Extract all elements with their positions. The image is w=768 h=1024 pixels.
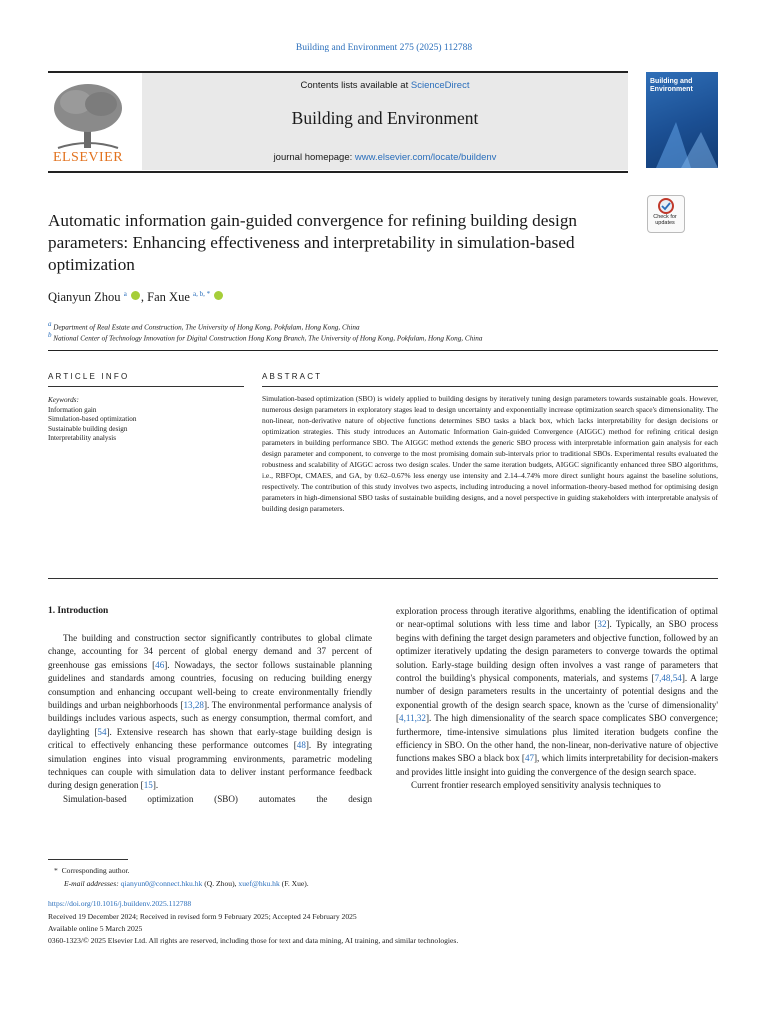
citation-link[interactable]: 47 <box>524 753 535 764</box>
keyword: Sustainable building design <box>48 424 128 433</box>
citation-link[interactable]: 46 <box>155 659 165 670</box>
citation-link[interactable]: 54 <box>97 726 107 737</box>
paragraph: Simulation-based optimization (SBO) automates the design <box>63 793 372 804</box>
journal-cover-thumbnail[interactable] <box>646 72 718 168</box>
affiliation-a: $^a$ Department of Real Estate and Construction, The University of Hong Kong, Pokfulam, Hong Kong, China <box>48 320 360 332</box>
email-link[interactable]: xuef@hku.hk <box>238 879 280 888</box>
email-link[interactable]: qianyun0@connect.hku.hk <box>120 879 203 888</box>
available-online-date: Available online 5 March 2025 <box>48 924 143 933</box>
citation-link[interactable]: 32 <box>597 619 607 630</box>
author-name[interactable]: Qianyun Zhou <box>48 290 121 305</box>
elsevier-wordmark: ELSEVIER <box>52 150 124 165</box>
orcid-icon[interactable] <box>214 291 223 300</box>
cover-art-icon <box>646 112 718 168</box>
author-affiliation-mark[interactable]: a <box>123 290 127 298</box>
orcid-icon[interactable] <box>131 291 140 300</box>
homepage-link[interactable]: www.elsevier.com/locate/buildenv <box>354 152 497 163</box>
paragraph: exploration process through iterative algorithms, enabling the identification of optimal or near-optimal solutions with less time and labor [32]. Typically, an SBO process begins with defining the target design parameters and objective function, followed by an optimizer iteratively updating the design parameters to converge towards the optimal solution. Early-stage building design often involves a vast range of parameters that control the building's physical components, materials, and systems [7,48,54]. A large number of design parameters results in the uncertainty of potential designs and the exponential growth of the design search space, known as the 'curse of dimensionality' [4,11,32]. The high dimensionality of the search space complicates SBO convergence; furthermore, time-intensive simulations plus limited iteration budgets confine the efficiency in SBO. On the other hand, the non-linear, non-derivative nature of objective functions makes SBO a black box [47], which limits interpretability for decision-makers and provides little insight into guiding the convergence of the design search space. <box>396 606 718 777</box>
author-affiliation-mark[interactable]: a, b, * <box>193 290 211 298</box>
body-column-right <box>396 605 718 793</box>
journal-citation[interactable]: Building and Environment 275 (2025) 112788 <box>295 43 473 53</box>
citation-link[interactable]: 7,48,54 <box>654 673 682 684</box>
section-heading: 1. Introduction <box>48 606 109 616</box>
paragraph: Current frontier research employed sensitivity analysis techniques to <box>411 780 661 791</box>
email-addresses: E-mail addresses: qianyun0@connect.hku.hk (Q. Zhou), xuef@hku.hk (F. Xue). <box>64 879 309 888</box>
keywords-label: Keywords: <box>48 396 79 404</box>
body-column-left <box>48 632 372 806</box>
divider <box>262 386 718 387</box>
keyword: Simulation-based optimization <box>48 415 137 424</box>
divider <box>48 578 718 579</box>
keyword: Information gain <box>48 406 97 414</box>
article-info-heading: ARTICLE INFO <box>48 372 130 381</box>
copyright-notice: 0360-1323/© 2025 Elsevier Ltd. All rights are reserved, including those for text and data mining, AI training, and similar technologies. <box>48 936 459 945</box>
citation-link[interactable]: 48 <box>296 740 306 751</box>
keyword: Interpretability analysis <box>48 434 117 443</box>
article-title: Automatic information gain-guided convergence for refining building design parameters: Enhancing effectiveness and interpretability in simulation-based optimization <box>48 211 578 274</box>
author-list: Qianyun Zhou $^a$ , Fan Xue $^{a, b, *}$ <box>48 290 224 305</box>
keywords-list <box>48 406 136 444</box>
paragraph: The building and construction sector significantly contributes to global climate change, accounting for 34 percent of global energy demand and 37 percent of greenhouse gas emissions [46]. Nowadays, the sector follows sustainable planning guidelines and standards among countries, focusing on reducing building energy consumption and enhancing occupant well-being to create environmentally friendly buildings and urban neighborhoods [13,28]. The environmental performance analysis of buildings includes various aspects, such as energy consumption, thermal comfort, and daylighting [54]. Extensive research has shown that early-stage building design is critical to effectively enhancing these performance outcomes [48]. By integrating simulation engines into visual programming environments, parametric modeling techniques can couple with simulation data to deliver instant performance feedback during design generation [15]. <box>48 633 373 791</box>
citation-link[interactable]: 13,28 <box>183 700 204 711</box>
homepage-line: journal homepage: www.elsevier.com/locate/buildenv <box>273 152 497 163</box>
footnote-divider <box>48 859 128 860</box>
affiliation-b: $^b$ National Center of Technology Innovation for Digital Construction Hong Kong Branch, The University of Hong Kong, Pokfulam, Hong Kong, China <box>48 331 483 343</box>
sciencedirect-link[interactable]: ScienceDirect <box>410 80 470 91</box>
citation-link[interactable]: 4,11,32 <box>399 713 426 724</box>
author-name[interactable]: Fan Xue <box>147 290 190 305</box>
header-rule-bottom <box>48 171 628 173</box>
divider <box>48 350 718 351</box>
abstract-heading: ABSTRACT <box>262 372 323 381</box>
check-updates-label: Check for updates <box>653 214 677 226</box>
corresponding-author-note: * Corresponding author. <box>54 866 130 875</box>
citation-link[interactable]: 15 <box>143 780 153 791</box>
doi-link[interactable]: https://doi.org/10.1016/j.buildenv.2025.112788 <box>48 899 192 908</box>
journal-title: Building and Environment <box>291 108 479 128</box>
divider <box>48 386 244 387</box>
abstract-text: Simulation-based optimization (SBO) is widely applied to building designs by iteratively tuning design parameters towards sustainable goals. However, numerous design parameters in exploratory stages lead to design uncertainty and exponentially increase optimization search space's dimensionality. The non-linear, non-derivative nature of objective functions determines SBO tasks a black box, which lacks interpretability for design decisions or optimization strategies. This study introduces an Automatic Information Gain-guided Convergence (AIGGC) method for refining critical design parameters in building performance SBO. The AIGGC method extends the generic SBO process with interpretable information gain analysis for each design parameter and component, to converge to the most promising domain sub-intervals prior to traditional SBOs. Experimental results evaluated the robustness and scalability of AIGGC across two design scales. Under the same iteration budgets, AIGGC significantly enhanced three SBO algorithms, i.e., RBFOpt, CMAES, and GA, by 0.62–0.67% less energy use intensity and 2.14–4.74% more direct sunlight hours against the baseline solutions, respectively. The contribution of this study involves two aspects, including introducing a novel information-theory-based method for optimising design parameters in high-dimensional SBO tasks of sustainable building designs, and a novel perspective in guiding stakeholders with interpretable analysis of building design parameters. <box>262 394 718 514</box>
cover-title: Building and Environment <box>650 78 693 93</box>
contents-line: Contents lists available at ScienceDirect <box>300 80 470 91</box>
check-updates-icon <box>648 196 684 216</box>
received-dates: Received 19 December 2024; Received in revised form 9 February 2025; Accepted 24 February 2025 <box>48 912 357 921</box>
